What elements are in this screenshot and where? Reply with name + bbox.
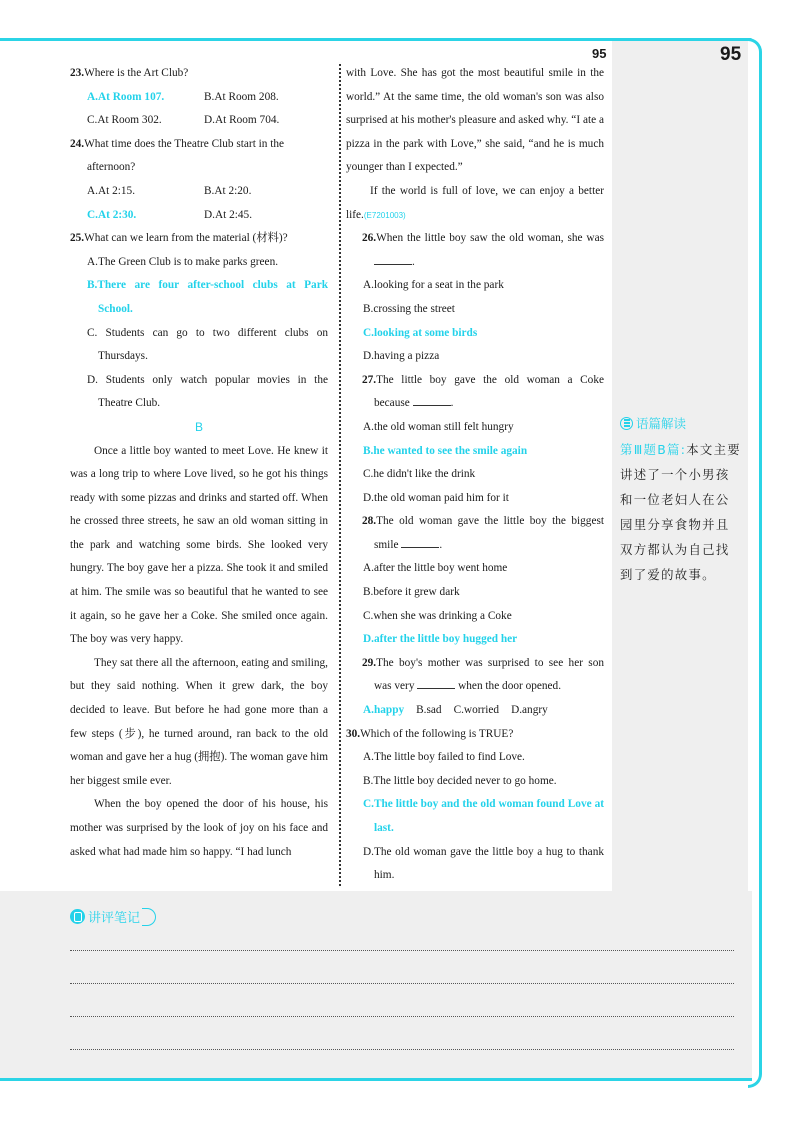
notebook-icon bbox=[70, 909, 85, 924]
passage-paragraph-3: When the boy opened the door of his house, his mother was surprised by the look of joy on his face and asked what had made him so happy. “I had lunch bbox=[70, 798, 328, 858]
question-25: 25.What can we learn from the material (材料)? bbox=[70, 232, 288, 245]
option-23-c: C.At Room 302. bbox=[87, 114, 162, 127]
answer-blank-26 bbox=[374, 255, 412, 265]
analysis-body bbox=[620, 437, 742, 587]
analysis-heading bbox=[620, 414, 686, 432]
option-25-a: A.The Green Club is to make parks green. bbox=[87, 255, 279, 268]
option-25-c: C. Students can go to two different clubs on Thursdays. bbox=[87, 326, 328, 363]
page-number-big: 95 bbox=[720, 44, 742, 65]
option-26-a: A.looking for a seat in the park bbox=[363, 279, 504, 292]
answer-blank-29 bbox=[417, 679, 455, 689]
option-23-b: B.At Room 208. bbox=[204, 90, 279, 103]
analysis-lead: 第Ⅲ题B篇: bbox=[620, 442, 687, 457]
note-line-2[interactable] bbox=[70, 983, 734, 984]
question-24: 24.What time does the Theatre Club start in the bbox=[70, 137, 285, 150]
page-number-small: 95 bbox=[592, 46, 607, 61]
question-27: 27.The little boy gave the old woman a Coke because . bbox=[362, 373, 604, 410]
option-28-c: C.when she was drinking a Coke bbox=[363, 609, 512, 622]
question-26: 26.When the little boy saw the old woman, she was . bbox=[362, 232, 604, 268]
question-24-text-cont: afternoon? bbox=[87, 161, 136, 174]
option-27-d: D.the old woman paid him for it bbox=[363, 491, 509, 504]
option-28-a: A.after the little boy went home bbox=[363, 562, 508, 575]
option-24-d: D.At 2:45. bbox=[204, 208, 253, 221]
analysis-title: 语篇解读 bbox=[636, 416, 687, 431]
question-24-options-row1 bbox=[70, 180, 328, 204]
option-24-b: B.At 2:20. bbox=[204, 184, 252, 197]
option-30-c: C.The little boy and the old woman found Love at last. bbox=[363, 798, 604, 834]
option-29-a: A.happy bbox=[363, 704, 405, 717]
question-29: 29.The boy's mother was surprised to see her son was very when the door opened. bbox=[362, 656, 604, 693]
option-27-b: B.he wanted to see the smile again bbox=[363, 444, 528, 457]
section-label-b: B bbox=[194, 419, 203, 434]
option-26-d: D.having a pizza bbox=[363, 350, 440, 363]
option-29-b: B.sad bbox=[416, 704, 442, 717]
notes-title: 讲评笔记 bbox=[88, 911, 141, 926]
option-26-c: C.looking at some birds bbox=[363, 326, 478, 339]
option-30-b: B.The little boy decided never to go home. bbox=[363, 774, 557, 787]
notes-title-tab bbox=[142, 908, 156, 926]
answer-blank-28 bbox=[401, 538, 439, 548]
question-29-options bbox=[346, 699, 604, 723]
passage-paragraph-3-cont: with Love. She has got the most beautiful smile in the world.” At the same time, the old woman's son was also surprised at his mother's pleasure and asked why. “I ate a pizza in the park with Love,” she said, “and he is much younger than I expected.” bbox=[346, 67, 604, 174]
option-24-a: A.At 2:15. bbox=[87, 184, 136, 197]
option-27-a: A.the old woman still felt hungry bbox=[363, 420, 514, 433]
option-27-c: C.he didn't like the drink bbox=[363, 468, 476, 481]
note-line-3[interactable] bbox=[70, 1016, 734, 1017]
option-28-b: B.before it grew dark bbox=[363, 586, 460, 599]
option-30-d: D.The old woman gave the little boy a hug to thank him. bbox=[363, 845, 604, 882]
option-23-d: D.At Room 704. bbox=[204, 114, 280, 127]
left-column bbox=[70, 62, 328, 864]
question-23-options-row2 bbox=[70, 109, 328, 133]
passage-paragraph-2: They sat there all the afternoon, eating and smiling, but they said nothing. When it grew dark, the boy decided to leave. But before he had gone more than a few steps (步), he turned around, ran back to the old woman and gave her a hug (拥抱). The woman gave him her biggest smile ever. bbox=[70, 656, 328, 787]
question-30: 30.Which of the following is TRUE? bbox=[346, 727, 514, 740]
question-28: 28.The old woman gave the little boy the biggest smile . bbox=[362, 515, 604, 551]
option-28-d: D.after the little boy hugged her bbox=[363, 633, 518, 646]
option-25-b: B.There are four after-school clubs at Park School. bbox=[87, 279, 328, 315]
option-25-d: D. Students only watch popular movies in the Theatre Club. bbox=[87, 373, 328, 410]
passage-paragraph-4: If the world is full of love, we can enjoy a better life.(E7201003) bbox=[346, 184, 604, 221]
option-26-b: B.crossing the street bbox=[363, 302, 455, 315]
option-29-c: C.worried bbox=[453, 704, 500, 717]
question-24-options-row2 bbox=[70, 204, 328, 228]
column-divider bbox=[339, 64, 341, 886]
passage-paragraph-1: Once a little boy wanted to meet Love. He knew it was a long trip to where Love lived, so he got his things ready with some pizzas and drinks and started off. When he crossed three streets, he saw an old woman sitting in the park and watching some birds. She looked very hungry. The boy gave her a pizza. She took it and smiled at him. The smile was so beautiful that he wanted to see it again, so he gave her a Coke. She smiled once again. The boy was very happy. bbox=[70, 444, 328, 646]
option-29-d: D.angry bbox=[511, 704, 548, 717]
option-30-a: A.The little boy failed to find Love. bbox=[363, 751, 525, 764]
note-line-1[interactable] bbox=[70, 950, 734, 951]
analysis-text: 本文主要讲述了一个小男孩和一位老妇人在公园里分享食物并且双方都认为自己找到了爱的故事。 bbox=[620, 442, 741, 582]
question-23: 23.Where is the Art Club? bbox=[70, 67, 189, 79]
option-23-a: A.At Room 107. bbox=[87, 90, 165, 103]
right-column bbox=[346, 62, 604, 888]
note-line-4[interactable] bbox=[70, 1049, 734, 1050]
answer-blank-27 bbox=[413, 396, 451, 406]
text-lines-icon bbox=[620, 417, 633, 430]
question-code: (E7201003) bbox=[363, 210, 406, 220]
option-24-c: C.At 2:30. bbox=[87, 208, 137, 221]
notes-heading bbox=[70, 907, 156, 926]
question-23-options-row1 bbox=[70, 86, 328, 110]
